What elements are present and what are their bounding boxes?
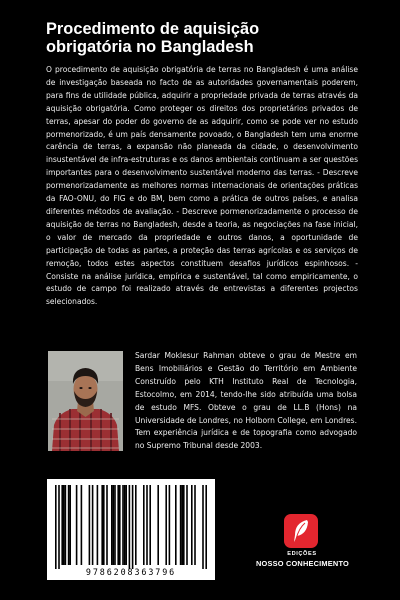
barcode-bar (124, 485, 126, 565)
barcode-bar (61, 485, 63, 565)
barcode-bar (194, 485, 196, 565)
barcode-bar (129, 485, 131, 569)
author-photo (48, 351, 123, 451)
barcode-bar (157, 485, 159, 565)
barcode-bar (122, 485, 124, 565)
barcode-bar (186, 485, 188, 565)
barcode-bar (125, 485, 127, 565)
barcode-bar (81, 485, 83, 565)
barcode-bar (58, 485, 60, 569)
barcode-bar (63, 485, 65, 565)
barcode-bar (119, 485, 121, 565)
barcode-bar (89, 485, 91, 565)
barcode-bar (92, 485, 94, 565)
barcode-bar (55, 485, 57, 569)
barcode-bar (146, 485, 148, 565)
barcode-bar (103, 485, 105, 565)
barcode-bar (114, 485, 116, 565)
barcode-bar (180, 485, 182, 565)
barcode-bar (117, 485, 119, 565)
book-abstract: O procedimento de aquisição obrigatória de terras no Bangladesh é uma análise de investigação baseada no facto de as autoridades governamentais poderem, para fins de utilidade pública, adquirir a propriedade privada de terras através da aquisição obrigatória. Como proteger os direitos dos proprietários privados de terras, apesar do poder do governo de as adquirir, como se pode ver no estudo pormenorizado, é um país densamente povoado, o Bangladesh tem uma enorme carência de terras, a expansão não planeada da cidade, o desenvolvimento insustentável de infra-estruturas e os danos ambientais continuam a ser questões importantes para o desenvolvimento sustentável moderno das terras. - Descreve pormenorizadamente as melhores normas internacionais de orientações práticas da FAO-ONU, do FIG e do BM, bem como a prática de outros países, e analisa diferentes métodos de avaliação. - Descreve pormenorizadamente o processo de aquisição de terras no Bangladesh, desde a teoria, as negociações na fase inicial, o valor de mercado da propriedade e outros danos, a oportunidade de participação de todas as partes, a proteção das terras agrícolas e os serviços de remoção, todos estes aspectos constituem desafios jurídicos espinhosos. - Consiste na análise jurídica, empírica e sustentável, tal como empiricamente, o estudo de campo foi realizado através de entrevistas a diferentes projectos selecionados. (46, 65, 358, 307)
barcode-bar (149, 485, 151, 565)
barcode-bar (65, 485, 67, 565)
feather-quill-icon (284, 514, 318, 548)
barcode-bar (111, 485, 113, 565)
barcode-bar (191, 485, 193, 565)
book-title (46, 20, 366, 56)
barcode-bar (68, 485, 70, 565)
barcode-bar (183, 485, 185, 565)
barcode-bar (169, 485, 171, 565)
barcode-bar (135, 485, 137, 565)
barcode-bar (69, 485, 71, 565)
barcode-bar (165, 485, 167, 565)
isbn-number: 9786208363796 (85, 567, 177, 577)
barcode-bar (101, 485, 103, 565)
publisher-logo (256, 514, 349, 574)
barcode-bar (97, 485, 99, 565)
book-title-line-2: obrigatória no Bangladesh (46, 38, 254, 56)
isbn-barcode (47, 479, 215, 580)
publisher-name-line2: NOSSO CONHECIMENTO (256, 559, 349, 568)
barcode-bar (76, 485, 78, 565)
barcode-bar (205, 485, 207, 569)
author-bio: Sardar Moklesur Rahman obteve o grau de Mestre em Bens Imobiliários e Gestão do Território em Ambiente Construído pelo KTH Instituto Real de Tecnologia, Estocolmo, em 2014, tendo-lhe sido atribuída uma bolsa de estudo MFS. Obteve o grau de LL.B (Hons) na Universidade de Londres, no Holborn College, em Londres. Tem experiência jurídica e de topografia como advogado no Supremo Tribunal desde 2003. (135, 351, 357, 451)
barcode-bar (132, 485, 134, 569)
book-title-line-1: Procedimento de aquisição (46, 20, 260, 38)
barcode-bar (181, 485, 183, 565)
barcode-bar (143, 485, 145, 565)
barcode-bar (113, 485, 115, 565)
barcode-bar (106, 485, 108, 565)
barcode-bar (202, 485, 204, 569)
publisher-name-line1: EDIÇÕES (287, 551, 317, 557)
barcode-bar (175, 485, 177, 565)
